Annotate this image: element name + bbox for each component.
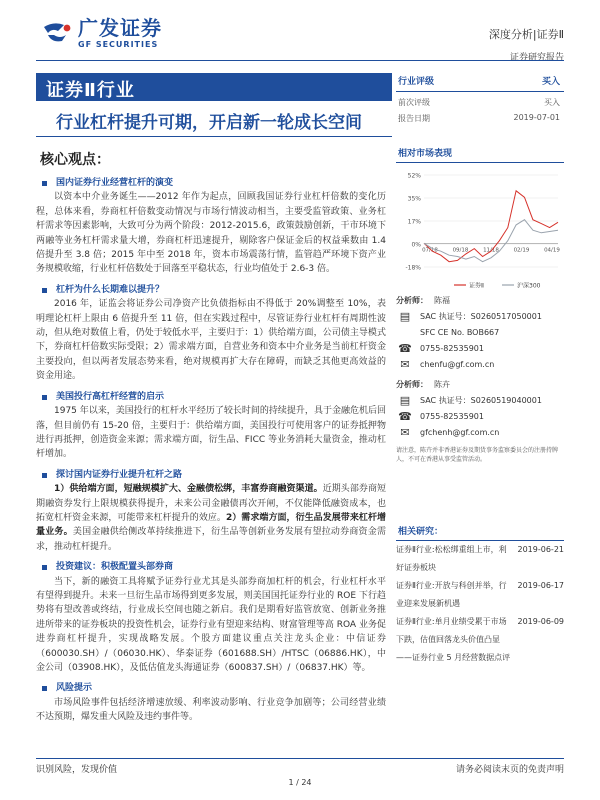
- series-line: [424, 191, 558, 262]
- section-paragraph: 市场风险事件包括经济增速放缓、利率波动影响、行业竞争加剧等；公司经营业绩不达预期，爆发重大风险及违约事件等。: [36, 697, 386, 723]
- rating-box: [396, 72, 564, 124]
- x-tick-label: 07/18: [422, 247, 438, 254]
- y-tick-label: -18%: [405, 264, 421, 272]
- report-headline: 行业杠杆提升可期，开启新一轮成长空间: [56, 113, 362, 133]
- bold-point: 1）供给端方面，短融规模扩大、金融债松绑，丰富券商融资渠道。: [54, 484, 323, 495]
- section-heading: 探讨国内证券行业提升杠杆之路: [56, 468, 386, 482]
- related-item[interactable]: [396, 613, 564, 667]
- analyst-name-row: [396, 292, 564, 308]
- header-divider: [36, 60, 564, 61]
- chart-canvas: [396, 167, 564, 295]
- analyst-email-row: [396, 424, 564, 440]
- report-type: 深度分析|证券Ⅱ: [488, 28, 564, 41]
- related-item[interactable]: [396, 577, 564, 613]
- related-item[interactable]: [396, 541, 564, 577]
- analyst-name: 陈福: [434, 295, 450, 305]
- id-card-icon: ▤: [399, 309, 411, 323]
- section-heading: 杠杆为什么长期难以提升？: [56, 283, 386, 297]
- related-research: [396, 522, 564, 667]
- footer-disclaimer-link[interactable]: 请务必阅读末页的免责声明: [455, 765, 564, 775]
- rating-header: [396, 72, 564, 92]
- email-icon: ✉: [400, 357, 410, 371]
- page-number: 1 / 24: [288, 778, 312, 787]
- analyst-email[interactable]: gfchenh@gf.com.cn: [420, 427, 500, 437]
- legend-label: 沪深300: [517, 282, 541, 290]
- brand-logo: [40, 18, 162, 49]
- section-heading: 国内证券行业经营杠杆的演变: [56, 176, 386, 190]
- email-icon: ✉: [400, 425, 410, 439]
- analyst-phone: 0755-82535901: [420, 343, 484, 353]
- section-heading: 美国投行高杠杆经营的启示: [56, 390, 386, 404]
- analyst-sfc-row: [396, 324, 564, 340]
- analyst-disclaimer: 请注意，陈卉并非香港证券及期货事务监察委员会的注册持牌人，不可在香港从事受监管活动。: [396, 447, 559, 463]
- section-heading: 风险提示: [56, 681, 386, 695]
- analyst-sac: SAC 执证号：S0260517050001: [420, 311, 542, 321]
- footer-divider: [36, 758, 564, 759]
- analyst-role: 分析师：: [396, 379, 428, 389]
- sector-title: 证券Ⅱ行业: [36, 73, 392, 101]
- rating-row: [396, 92, 564, 108]
- y-tick-label: 17%: [407, 218, 421, 226]
- x-tick-label: 09/18: [452, 247, 469, 254]
- y-tick-label: 52%: [407, 172, 421, 180]
- section-paragraph: 1975 年以来，美国投行的杠杆水平经历了较长时间的持续提升，具于金融危机后回落，但目前仍有 15-20 倍，主要归于：供给端方面，美国投行可使用客户的证券抵押物进行再抵押，创造资金来源；需求端方面，衍生品、FICC 等业务消耗大量资金，推动杠杆增加。: [36, 406, 386, 460]
- rating-row-label: 报告日期: [398, 114, 430, 123]
- rating-value: 买入: [541, 77, 560, 87]
- logo-mark-icon: [40, 21, 72, 47]
- rating-title: 行业评级: [398, 77, 435, 87]
- analyst-email[interactable]: chenfu@gf.com.cn: [420, 359, 495, 369]
- related-item-text[interactable]: 证券Ⅱ行业:开放与科创并举，行业迎来发展新机遇: [396, 581, 507, 608]
- section-paragraph: 2016 年，证监会将证券公司净资产比负债指标由不得低于 20%调整至 10%，表明理论杠杆上限由 6 倍提升至 11 倍，但在实践过程中，尽管证券行业杠杆有周期性波动，但从绝对数值上看，仍处于较低水平，主要归于：1）供给端方面，公司债主导模式下，券商杠杆倍数实际受限；2）需求端方面，自营业务和资本中介业务是当前杠杆资金主要投向，但以两者发展态势来看，绝对规模再扩大存在障碍，而缺乏其他更高效益的资金用途。: [36, 299, 386, 382]
- phone-icon: ☎: [398, 341, 412, 355]
- x-tick-label: 02/19: [513, 247, 530, 254]
- footer-slogan: 识别风险，发现价值: [36, 765, 118, 775]
- related-item-date: 2019-06-09: [517, 617, 564, 626]
- related-item-date: 2019-06-21: [517, 545, 564, 554]
- core-views-title: 核心观点：: [40, 152, 110, 168]
- headline-divider: [36, 136, 392, 137]
- rating-row: [396, 108, 564, 124]
- legend-label: 证券Ⅱ: [469, 282, 484, 290]
- related-item-text[interactable]: 证券Ⅱ行业:松松绑重组上市，利好证券板块: [396, 545, 507, 572]
- core-views-body: [36, 176, 386, 731]
- rating-row-label: 前次评级: [398, 98, 430, 107]
- id-card-icon: ▤: [399, 393, 411, 407]
- series-line: [424, 220, 558, 262]
- analyst-name-row: [396, 376, 564, 392]
- x-tick-label: 11/18: [483, 247, 499, 254]
- relative-performance-chart: [396, 144, 564, 295]
- analyst-name: 陈卉: [434, 379, 450, 389]
- logo-text-en: GF SECURITIES: [78, 40, 159, 49]
- chart-title: 相对市场表现: [396, 144, 564, 163]
- section-heading: 投资建议：积极配置头部券商: [56, 560, 386, 574]
- logo-text-cn: 广发证券: [78, 16, 162, 40]
- report-meta: [489, 26, 564, 63]
- y-tick-label: 0%: [411, 241, 421, 249]
- report-subtitle: 证券研究报告: [509, 53, 564, 63]
- rating-row-value: 2019-07-01: [513, 113, 560, 122]
- analyst-phone: 0755-82535901: [420, 411, 484, 421]
- related-title: 相关研究：: [396, 522, 564, 541]
- point-text: 美国金融供给侧改革持续推进下，衍生品等创新业务发展有望拉动券商资金需求，推动杠杆提升。: [36, 527, 386, 552]
- analyst-block: [396, 292, 564, 464]
- section-paragraph: 以资本中介业务诞生——2012 年作为起点，回顾我国证券行业杠杆倍数的变化历程，总体来看，券商杠杆倍数变动情况与市场行情波动相当，主要受监管政策、业务杠杆需求等因素影响，大致可分为两个阶段：2012-2015.6，政策鼓励创新，干市环境下两融等业务杠杆需求量大增，券商杠杆迅速提升，剔除客户保证金后的权益乘数由 1.4 倍提升至 3.8 倍；2015 年中至 2018 年，资本市场震荡行情，监管趋严环境下资产业务规模收缩，行业杠杆倍数处于回落至平稳状态，行业均值处于 2.6-3 倍。: [36, 192, 386, 275]
- related-item-text[interactable]: 证券Ⅱ行业:单月业绩受累于市场下跌，估值回落龙头价值凸显——证券行业 5 月经营数据点评: [396, 617, 511, 662]
- analyst-role: 分析师：: [396, 295, 428, 305]
- analyst-phone-row: [396, 408, 564, 424]
- rating-row-value: 买入: [544, 98, 560, 107]
- section-paragraph: [36, 482, 386, 554]
- analyst-sac-row: [396, 392, 564, 408]
- analyst-sfc: SFC CE No. BOB667: [420, 327, 500, 337]
- phone-icon: ☎: [398, 409, 412, 423]
- analyst-sac: SAC 执证号：S0260519040001: [420, 395, 542, 405]
- related-item-date: 2019-06-17: [517, 581, 564, 590]
- x-tick-label: 04/19: [544, 247, 560, 254]
- analyst-sac-row: [396, 308, 564, 324]
- section-paragraph: 当下，新的融资工具将赋予证券行业尤其是头部券商加杠杆的机会，行业杠杆水平有望得到提升。未来一旦衍生品市场得到更多发展，则美国国托证券行业的 ROE 下行趋势将有望改善或终结，行业成长空间也随之新启。我们是期看好监管放宽、创新业务推进所带来的证券板块的投资性机会，证券行业有望迎来结构、财富管理等高 ROA 业务促进券商杠杆提升，实现战略发展。个股方面建议重点关注龙头企业：中信证券（600030.SH）/（06030.HK）、华泰证券（601688.SH）/HTSC（06886.HK），中金公司（03908.HK），及低估值龙头海通证券（600837.SH）/（06837.HK）等。: [36, 576, 386, 673]
- y-tick-label: 35%: [407, 195, 421, 203]
- bold-point: 2）需求端方面，衍生品发展带来杠杆增量业务。: [36, 512, 386, 538]
- point-text: 近期头部券商短期融资券发行上限规模获得提升，未来公司金融债再次开闸，不仅能降低融资成本，也拓宽杠杆资金来源，可能带来杠杆提升的效应。: [36, 484, 386, 523]
- analyst-phone-row: [396, 340, 564, 356]
- analyst-email-row: [396, 356, 564, 372]
